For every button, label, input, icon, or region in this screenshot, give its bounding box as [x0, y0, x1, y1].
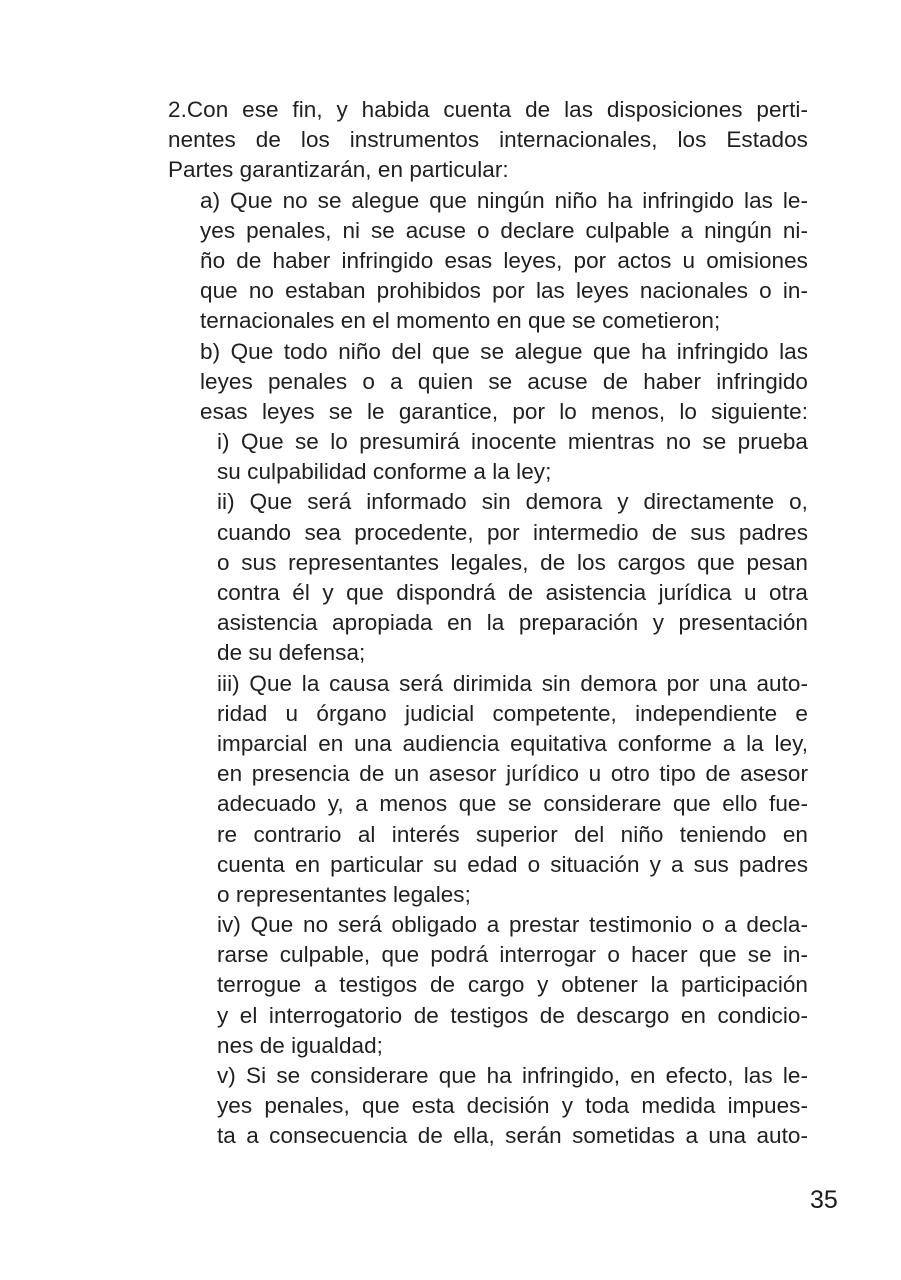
text-line: a) Que no se alegue que ningún niño ha infringido las le-	[200, 187, 808, 213]
page-number: 35	[810, 1186, 838, 1214]
item-b	[200, 337, 808, 428]
item-b-v	[217, 1061, 808, 1152]
text-line: b) Que todo niño del que se alegue que ha infringido las	[200, 338, 808, 364]
item-b-iv	[217, 910, 808, 1061]
text-line: o representantes legales;	[217, 881, 471, 907]
text-line: yes penales, que esta decisión y toda medida impues-	[217, 1093, 808, 1119]
item-b-ii	[217, 487, 808, 668]
text-line: de su defensa;	[217, 640, 366, 666]
text-line: ta a consecuencia de ella, serán sometidas a una auto-	[217, 1123, 808, 1149]
text-line: que no estaban prohibidos por las leyes nacionales o in-	[200, 278, 808, 304]
text-line: Partes garantizarán, en particular:	[168, 157, 509, 183]
text-line: su culpabilidad conforme a la ley;	[217, 459, 552, 485]
text-line: en presencia de un asesor jurídico u otro tipo de asesor	[217, 761, 808, 787]
text-line: cuando sea procedente, por intermedio de sus padres	[217, 519, 808, 545]
text-line: ii) Que será informado sin demora y directamente o,	[217, 489, 808, 515]
item-b-i	[217, 427, 808, 487]
text-line: asistencia apropiada en la preparación y presentación	[217, 610, 808, 636]
text-line: cuenta en particular su edad o situación y a sus padres	[217, 851, 808, 877]
text-line: nentes de los instrumentos internacionales, los Estados	[168, 127, 808, 153]
text-line: ño de haber infringido esas leyes, por actos u omisiones	[200, 247, 808, 273]
text-line: iv) Que no será obligado a prestar testimonio o a decla-	[217, 912, 808, 938]
paragraph-2	[168, 95, 808, 186]
text-line: leyes penales o a quien se acuse de haber infringido	[200, 368, 808, 394]
text-line: o sus representantes legales, de los cargos que pesan	[217, 549, 808, 575]
text-line: esas leyes se le garantice, por lo menos, lo siguiente:	[200, 398, 808, 424]
text-line: v) Si se considerare que ha infringido, en efecto, las le-	[217, 1063, 808, 1088]
text-line: imparcial en una audiencia equitativa conforme a la ley,	[217, 730, 808, 756]
text-line: terrogue a testigos de cargo y obtener la participación	[217, 972, 808, 998]
text-line: y el interrogatorio de testigos de descargo en condicio-	[217, 1002, 808, 1028]
item-a	[200, 186, 808, 337]
text-line: adecuado y, a menos que se considerare que ello fue-	[217, 791, 808, 817]
text-line: re contrario al interés superior del niño teniendo en	[217, 821, 808, 847]
text-line: iii) Que la causa será dirimida sin demora por una auto-	[217, 670, 808, 696]
text-line: i) Que se lo presumirá inocente mientras no se prueba	[217, 429, 808, 455]
text-line: ternacionales en el momento en que se cometieron;	[200, 308, 721, 334]
text-line: ridad u órgano judicial competente, independiente e	[217, 700, 808, 726]
text-line: contra él y que dispondrá de asistencia jurídica u otra	[217, 580, 808, 605]
text-line: 2.Con ese fin, y habida cuenta de las disposiciones perti-	[168, 97, 808, 122]
text-line: nes de igualdad;	[217, 1032, 383, 1058]
text-line: rarse culpable, que podrá interrogar o hacer que se in-	[217, 942, 808, 968]
item-b-iii	[217, 669, 808, 911]
text-line: yes penales, ni se acuse o declare culpable a ningún ni-	[200, 217, 808, 243]
body-text	[168, 95, 808, 1152]
